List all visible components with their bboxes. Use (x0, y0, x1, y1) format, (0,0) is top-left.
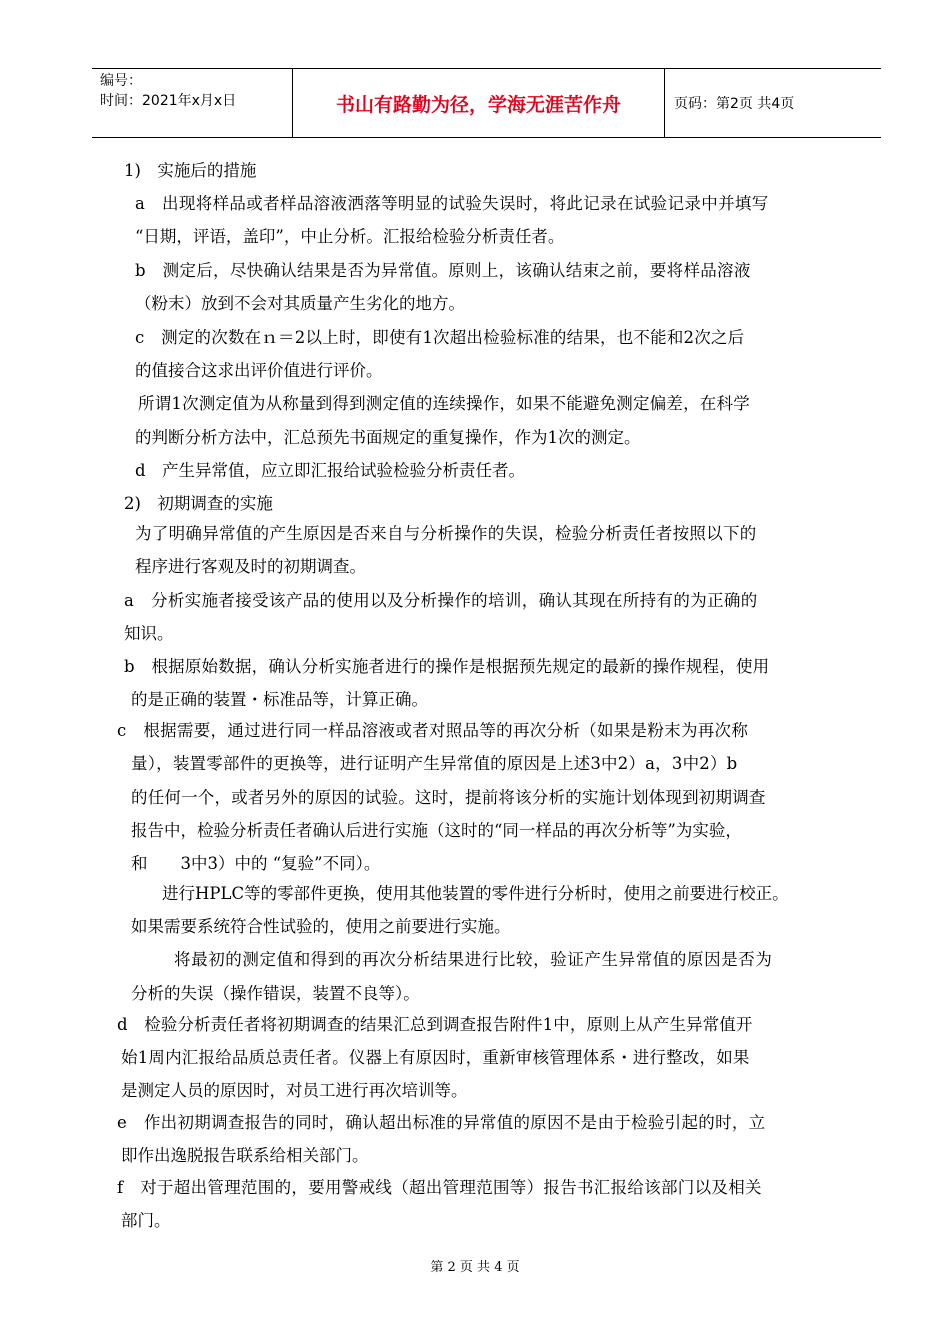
date-label: 时间：2021年x月x日 (100, 93, 237, 109)
body-line: 即作出逸脱报告联系给相关部门。 (121, 1146, 369, 1165)
page-cell (665, 69, 881, 137)
body-line: 程序进行客观及时的初期调查。 (135, 557, 366, 576)
body-line: e 作出初期调查报告的同时，确认超出标准的异常值的原因不是由于检验引起的时，立 (117, 1113, 766, 1132)
body-line: “日期，评语，盖印”，中止分析。汇报给检验分析责任者。 (135, 227, 565, 246)
body-line: 量），装置零部件的更换等，进行证明产生异常值的原因是上述3中2）a，3中2）b (131, 754, 738, 773)
page-number-label: 页码：第2页 共4页 (674, 96, 795, 112)
body-line: 的判断分析方法中，汇总预先书面规定的重复操作，作为1次的测定。 (135, 428, 641, 447)
body-line: 部门。 (121, 1211, 171, 1230)
body-line: 的值接合这求出评价值进行评价。 (135, 361, 383, 380)
body-line: 所谓1次测定值为从称量到得到测定值的连续操作，如果不能避免测定偏差，在科学 (138, 394, 750, 413)
header-table (92, 68, 881, 138)
body-line: 如果需要系统符合性试验的，使用之前要进行实施。 (131, 917, 511, 936)
body-line: 知识。 (124, 624, 174, 643)
body-line: c 根据需要，通过进行同一样品溶液或者对照品等的再次分析（如果是粉末为再次称 (117, 721, 749, 740)
body-line: 2) 初期调查的实施 (124, 494, 273, 513)
header-meta-cell (92, 69, 293, 137)
body-line: d 产生异常值，应立即汇报给试验检验分析责任者。 (135, 461, 526, 480)
body-line: 1) 实施后的措施 (124, 161, 257, 180)
body-line: f 对于超出管理范围的，要用警戒线（超出管理范围等）报告书汇报给该部门以及相关 (117, 1178, 762, 1197)
body-line: b 根据原始数据，确认分析实施者进行的操作是根据预先规定的最新的操作规程，使用 (124, 657, 770, 676)
body-line: d 检验分析责任者将初期调查的结果汇总到调查报告附件1中，原则上从产生异常值开 (117, 1015, 753, 1034)
body-line: 的是正确的装置・标准品等，计算正确。 (131, 690, 428, 709)
body-line: 分析的失误（操作错误，装置不良等）。 (131, 984, 420, 1003)
body-line: 是测定人员的原因时，对员工进行再次培训等。 (121, 1081, 468, 1100)
body-line: 始1周内汇报给品质总责任者。仪器上有原因时，重新审核管理体系・进行整改，如果 (121, 1048, 750, 1067)
body-line: 的任何一个，或者另外的原因的试验。这时，提前将该分析的实施计划体现到初期调查 (131, 788, 766, 807)
motto-cell (293, 69, 665, 137)
body-line: a 出现将样品或者样品溶液洒落等明显的试验失误时，将此记录在试验记录中并填写 (135, 194, 769, 213)
body-line: 进行HPLC等的零部件更换，使用其他装置的零件进行分析时，使用之前要进行校正。 (162, 884, 789, 903)
page-footer: 第 2 页 共 4 页 (430, 1260, 520, 1275)
body-line: 为了明确异常值的产生原因是否来自与分析操作的失误，检验分析责任者按照以下的 (135, 524, 757, 543)
doc-number-label: 编号： (100, 73, 142, 89)
body-line: 报告中，检验分析责任者确认后进行实施（这时的“同一样品的再次分析等”为实验， (131, 821, 742, 840)
body-line: 将最初的测定值和得到的再次分析结果进行比较，验证产生异常值的原因是否为 (174, 950, 773, 969)
motto-text: 书山有路勤为径，学海无涯苦作舟 (335, 93, 621, 116)
body-line: 和 3中3）中的 “复验”不同）。 (131, 854, 381, 873)
body-line: c 测定的次数在ｎ＝2以上时，即使有1次超出检验标准的结果，也不能和2次之后 (135, 328, 745, 347)
body-line: b 测定后，尽快确认结果是否为异常值。原则上，该确认结束之前，要将样品溶液 (135, 261, 751, 280)
body-line: （粉末）放到不会对其质量产生劣化的地方。 (135, 294, 465, 313)
body-line: a 分析实施者接受该产品的使用以及分析操作的培训，确认其现在所持有的为正确的 (124, 591, 758, 610)
